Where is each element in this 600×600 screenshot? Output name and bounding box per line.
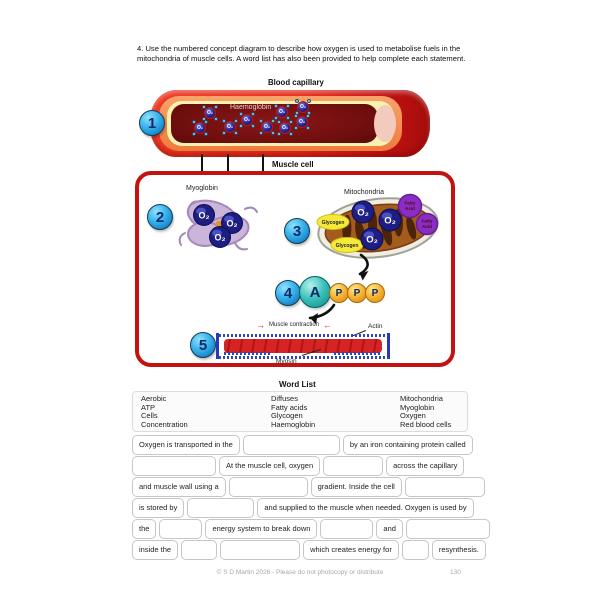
o2-text: O₂ [198, 210, 210, 221]
z-line [387, 333, 390, 359]
myosin-filament [224, 339, 382, 353]
step-2-badge: 2 [147, 204, 173, 230]
o2-text: O₂ [357, 207, 369, 219]
statement-text: the [132, 519, 156, 539]
statements [132, 435, 479, 561]
muscle-contraction-label: Muscle contraction [269, 322, 320, 328]
glycogen-text: Glycogen [335, 243, 359, 249]
oxygen-molecule [192, 120, 208, 136]
statement-blank[interactable] [220, 540, 300, 560]
actin-filament [219, 334, 387, 337]
o2-text: O₂ [279, 122, 291, 134]
word-list-title: Word List [279, 380, 316, 389]
contraction-right-arrow-icon: → [256, 320, 265, 330]
word-list-column [400, 395, 459, 429]
word-list-column [271, 395, 400, 429]
statement-blank[interactable] [402, 540, 429, 560]
statement-text: and muscle wall using a [132, 477, 226, 497]
oxygen-molecule [294, 114, 310, 130]
word-list-item: Fatty acids [271, 402, 308, 412]
mitochondria-graphic [315, 195, 441, 261]
myoglobin-label: Myoglobin [186, 185, 218, 192]
word-list-item: Haemoglobin [271, 419, 316, 429]
o2-text: O₂ [297, 101, 309, 113]
glycogen-text: Glycogen [321, 220, 345, 226]
statement-row [132, 519, 472, 539]
oxygen-molecule [222, 119, 238, 135]
oxygen-molecule [259, 119, 275, 135]
statement-blank[interactable] [229, 477, 308, 497]
word-list-item: Diffuses [271, 394, 298, 403]
atp-phosphate-circle: P [347, 283, 367, 303]
word-list-item: Red blood cells [400, 419, 452, 429]
statement-text: resynthesis. [432, 540, 486, 560]
blood-capillary-label: Blood capillary [268, 78, 324, 87]
word-list-box [132, 391, 468, 432]
statement-text: by an iron containing protein called [343, 435, 473, 455]
statement-row [132, 498, 472, 518]
oxygen-molecule [202, 105, 218, 121]
o2-text: O₂ [194, 122, 206, 134]
word-list-item: Mitochondria [400, 394, 443, 403]
statement-text: At the muscle cell, oxygen [219, 456, 320, 476]
word-list-item: ATP [141, 402, 156, 412]
fatty-acid-text: Fatty [421, 218, 433, 224]
actin-filament [224, 352, 272, 355]
capillary-cut-face [374, 105, 396, 142]
muscle-contraction-row [256, 321, 332, 329]
step-3-badge: 3 [284, 218, 310, 244]
oxygen-molecule [277, 120, 293, 136]
o2-text: O₂ [296, 116, 308, 128]
statement-blank[interactable] [320, 519, 373, 539]
mitochondria-to-atp-arrow [345, 253, 377, 283]
contraction-left-arrow-icon: ← [323, 320, 333, 330]
myoglobin-graphic [175, 193, 265, 255]
statement-blank[interactable] [159, 519, 202, 539]
o2-text: O₂ [214, 232, 226, 243]
statement-row [132, 477, 472, 497]
statement-blank[interactable] [243, 435, 340, 455]
o2-text: O₂ [276, 106, 288, 118]
step-1-badge: 1 [139, 110, 165, 136]
o2-text: O₂ [226, 218, 238, 229]
statement-row [132, 540, 479, 560]
statement-blank[interactable] [187, 498, 254, 518]
actin-filament [334, 352, 382, 355]
statement-text: and supplied to the muscle when needed. Oxygen is used by [257, 498, 473, 518]
myosin-label: Myosin [276, 358, 297, 365]
statement-text: Oxygen is transported in the [132, 435, 240, 455]
actin-label: Actin [368, 323, 383, 330]
statement-blank[interactable] [405, 477, 485, 497]
o2-text: O₂ [224, 121, 236, 133]
blood-capillary-graphic [150, 90, 430, 157]
footer-text: © S D Martin 2026 - Please do not photocopy or distribute [216, 569, 384, 576]
actin-filament [219, 356, 387, 359]
word-list-item: Concentration [141, 419, 188, 429]
word-list-item: Myoglobin [400, 402, 435, 412]
atp-adenosine-circle: A [299, 276, 331, 308]
word-list-item: Glycogen [271, 411, 303, 421]
fatty-acid-text: Acid [405, 206, 415, 211]
statement-row [132, 435, 472, 455]
fatty-acid-text: Acid [422, 224, 432, 229]
o2-text: O₂ [366, 234, 378, 246]
word-list-column [141, 395, 271, 429]
statement-text: across the capillary [386, 456, 464, 476]
word-list-item: Oxygen [400, 411, 426, 421]
step-5-badge: 5 [190, 332, 216, 358]
statement-blank[interactable] [132, 456, 216, 476]
haemoglobin-label: Haemoglobin [230, 104, 272, 111]
statement-text: is stored by [132, 498, 184, 518]
statement-row [132, 456, 472, 476]
statement-blank[interactable] [181, 540, 217, 560]
statement-text: energy system to break down [205, 519, 317, 539]
statement-text: gradient. Inside the cell [311, 477, 402, 497]
o2-text: O₂ [261, 121, 273, 133]
instruction-text: 4. Use the numbered concept diagram to describe how oxygen is used to metabolise fuels in the mitochondria of muscle cells. A word list has also been provided to help complete each statement. [137, 44, 466, 63]
word-list-item: Cells [141, 411, 158, 421]
statement-text: and [376, 519, 403, 539]
oxygen-molecule [295, 99, 311, 115]
atp-phosphate-circle: P [365, 283, 385, 303]
step-4-badge: 4 [275, 280, 301, 306]
statement-blank[interactable] [406, 519, 490, 539]
statement-text: which creates energy for [303, 540, 399, 560]
mitochondria-label: Mitochondria [344, 189, 385, 196]
o2-text: O₂ [241, 114, 253, 126]
oxygen-molecule [274, 104, 290, 120]
fatty-acid-text: Fatty [404, 200, 416, 206]
statement-blank[interactable] [323, 456, 383, 476]
word-list-item: Aerobic [141, 394, 167, 403]
muscle-cell-label: Muscle cell [272, 160, 314, 169]
atp-phosphate-circle: P [329, 283, 349, 303]
page-number: 130 [450, 569, 461, 576]
o2-text: O₂ [204, 107, 216, 119]
o2-text: O₂ [384, 215, 396, 227]
statement-text: inside the [132, 540, 178, 560]
oxygen-molecule [239, 112, 255, 128]
